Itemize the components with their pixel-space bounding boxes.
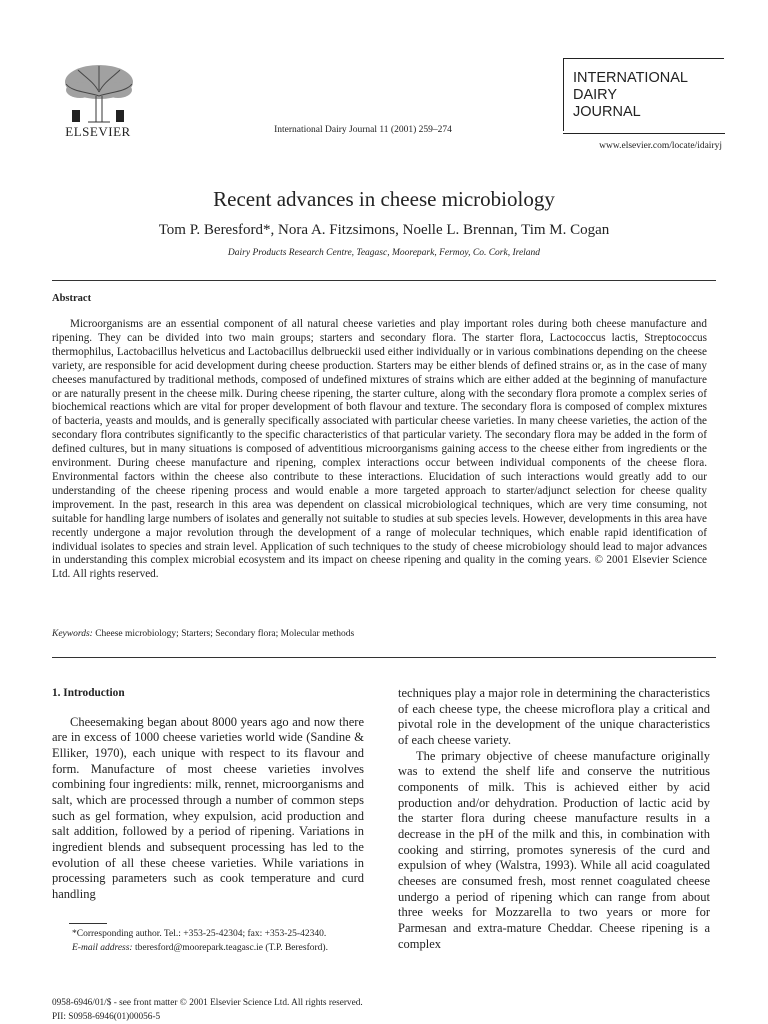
author-affiliation: Dairy Products Research Centre, Teagasc, Moorepark, Fermoy, Co. Cork, Ireland [227, 248, 541, 258]
journal-name-line-3: JOURNAL [573, 104, 641, 120]
article-authors: Tom P. Beresford*, Nora A. Fitzsimons, Noelle L. Brennan, Tim M. Cogan [158, 222, 610, 238]
corresponding-author: *Corresponding author. Tel.: +353-25-42304; fax: +353-25-42340. [72, 929, 327, 939]
body-paragraph: techniques play a major role in determining the characteristics of each cheese type, the cheese microflora play a critical and pivotal role in the development of the unique characteristics of each cheese variety. [398, 686, 710, 747]
abstract-heading: Abstract [52, 293, 92, 304]
abstract-text: Microorganisms are an essential component of all natural cheese varieties and play important roles during both cheese manufacture and ripening. They can be divided into two main groups; starters and secondary flora. The starter flora, Lactococcus lactis, Streptococcus thermophilus, Lactobacillus helveticus and Lactobacillus delbrueckii used either individually or in various combinations depending on the cheese variety, are responsible for acid development during cheese production. Starters may be either blends of defined strains or, as in the case of many cheeses manufactured by traditional methods, composed of undefined mixtures of strains which are either added at the beginning of manufacture or are naturally present in the cheese milk. During cheese ripening, the starter culture, along with the secondary flora promote a complex series of biochemical reactions which are vital for proper development of both flavour and texture. The secondary flora is composed of complex mixtures of bacteria, yeasts and moulds, and is generally specifically associated with particular cheese varieties. In many cheese varieties, the action of the secondary flora contributes significantly to the specific characteristics of that particular variety. The secondary flora may be added in the form of defined cultures, but in many situations is composed of adventitious microorganisms gaining access to the cheese either from ingredients or the environment. During cheese manufacture and ripening, complex interactions occur between individual components of the cheese flora. Environmental factors within the cheese also contribute to these interactions. Elucidation of such interactions would greatly add to our understanding of the cheese ripening process and would enable a more targeted approach to starter/adjunct selection for cheese quality improvement. In the past, research in this area was dependent on classical microbiological techniques, which are very time consuming, not suitable for handling large numbers of isolates and generally not suitable to studies at sub species levels. However, developments in this area have recently undergone a major revolution through the development of a range of molecular techniques, which enable rapid identification of individual isolates to species and strain level. Application of such techniques to the study of cheese microbiology should lead to major advances in understanding this complex microbial ecosystem and its impact on cheese ripening and quality in the coming years. © 2001 Elsevier Science Ltd. All rights reserved. [52, 318, 707, 581]
journal-name-line-2: DAIRY [573, 87, 618, 103]
publisher-name: ELSEVIER [65, 124, 131, 139]
journal-masthead [573, 70, 688, 121]
email-address[interactable]: tberesford@moorepark.teagasc.ie (T.P. Beresford). [134, 942, 328, 953]
journal-name-line-1: INTERNATIONAL [573, 70, 688, 86]
email-label: E-mail address: [72, 942, 133, 953]
footnote [52, 928, 364, 955]
keywords-label: Keywords: [52, 629, 93, 639]
journal-url[interactable]: www.elsevier.com/locate/idairyj [599, 141, 722, 151]
footnote-rule [69, 923, 107, 924]
page-footer [52, 997, 363, 1024]
article-title: Recent advances in cheese microbiology [213, 187, 555, 211]
section-heading: 1. Introduction [52, 687, 125, 699]
body-paragraph: Cheesemaking began about 8000 years ago and now there are in excess of 1000 cheese varieties world wide (Sandine & Elliker, 1970), each unique with respect to its flavour and form. Manufacture of most cheese varieties involves combining four ingredients: milk, rennet, microorganisms and salt, which are processed through a number of common steps such as gel formation, whey expulsion, acid production and salt addition, followed by a period of ripening. Variations in ingredient blends and subsequent processing has led to the evolution of all these cheese varieties. While variations in processing parameters such as cook temperature and curd handling [52, 714, 364, 901]
elsevier-logo [58, 62, 140, 124]
keywords-list: Cheese microbiology; Starters; Secondary flora; Molecular methods [95, 629, 355, 639]
journal-citation: International Dairy Journal 11 (2001) 259–274 [274, 125, 452, 135]
body-column-right [398, 686, 710, 952]
divider-bottom [52, 657, 716, 658]
body-paragraph: The primary objective of cheese manufacture originally was to extend the shelf life and conserve the nutritious components of milk. This is achieved either by acid production and/or dehydration. Production of lactic acid by the starter flora during cheese manufacture results in a decrease in the pH of the milk and this, in combination with cooking and stirring, promotes syneresis of the curd and expulsion of whey (Walstra, 1993). While all acid coagulated cheeses are consumed fresh, most rennet coagulated cheese undergo a period of ripening which can range from about three weeks for Mozzarella to two years or more for Parmesan and extra-mature Cheddar. Cheese ripening is a complex [398, 748, 710, 951]
divider-top [52, 280, 716, 281]
copyright-line: 0958-6946/01/$ - see front matter © 2001 Elsevier Science Ltd. All rights reserved. [52, 998, 363, 1008]
body-column-left [52, 686, 364, 903]
pii-line: PII: S0958-6946(01)00056-5 [52, 1011, 161, 1022]
keywords [52, 629, 354, 639]
masthead-rule [563, 133, 725, 134]
